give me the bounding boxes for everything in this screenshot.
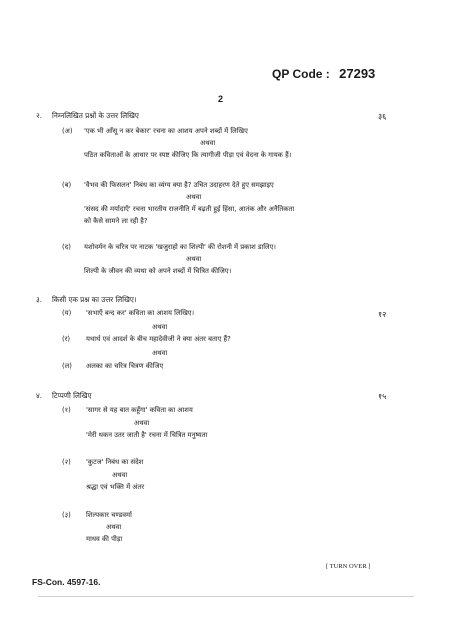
question-3-title: किसी एक प्रश्न का उत्तर लिखिए। <box>52 295 137 304</box>
q4-note-1-label: (१) <box>62 406 71 414</box>
q2-part-a-or: अथवा <box>200 139 216 147</box>
q2-part-d-label: (द) <box>62 243 71 251</box>
page-number: 2 <box>218 94 224 104</box>
q2-part-a-label: (अ) <box>62 127 73 135</box>
footer-code: FS-Con. 4597-16. <box>32 577 101 587</box>
question-4-title: टिप्पणी लिखिए <box>52 391 92 400</box>
q3-part-r-label: (र) <box>62 335 71 343</box>
q4-note-2-or: अथवा <box>112 471 128 479</box>
q3-part-l-text: अलका का चरित्र चित्रण कीजिए <box>86 362 164 370</box>
question-4-number: ४. <box>36 391 43 400</box>
bottom-divider <box>38 596 414 597</box>
qp-code <box>272 66 375 81</box>
q2-part-b-or: अथवा <box>186 193 202 201</box>
q3-part-r-text: यथार्थ एवं आदर्श के बीच महादेवीजी ने क्या अंतर बताए हैं? <box>86 335 231 343</box>
q4-note-2-alt: श्रद्धा एवं भक्ति में अंतर <box>86 483 145 491</box>
q4-note-1-text: 'सागर से यह बात कहूँगा' कविता का आशय <box>86 406 193 414</box>
question-2-title: निम्नलिखित प्रश्नों के उत्तर लिखिए <box>52 111 139 120</box>
q4-note-3-label: (३) <box>62 511 71 519</box>
q4-note-2-label: (२) <box>62 458 71 466</box>
question-3-number: ३. <box>36 295 43 304</box>
q2-part-b-alt: 'संसद की मर्यादाएँ' रचना भारतीय राजनीति में बढ़ती हुई हिंसा, आतंक और अनैतिकता <box>84 205 295 213</box>
q2-part-d-alt: शिल्पी के जीवन की व्यथा को अपने शब्दों में चित्रित कीजिए। <box>84 267 232 275</box>
qp-code-value: 27293 <box>339 66 376 81</box>
question-4-marks: १५ <box>378 392 387 401</box>
q4-note-3-or: अथवा <box>106 523 122 531</box>
q2-part-a-text: 'एक भी आँसू न कर बेकार' रचना का आशय अपने शब्दों में लिखिए <box>84 127 248 135</box>
q2-part-b-text: 'वैभव की फिसलन' निबंध का व्यंग्य क्या है? उचित उदाहरण देते हुए समझाइए <box>84 181 274 189</box>
q4-note-1-alt: 'मेरी थकन उतर जाती है' रचना में चित्रित मनुष्यता <box>86 431 208 439</box>
q2-part-d-or: अथवा <box>186 255 202 263</box>
q3-part-y-label: (य) <box>62 309 72 317</box>
q2-part-b-label: (ब) <box>62 181 72 189</box>
q2-part-b-alt-cont: को कैसे सामने ला रही है? <box>84 217 148 225</box>
q2-part-a-alt: पठित कविताओं के आधार पर स्पष्ट कीजिए कि त्यागीजी पीड़ा एवं वेदना के गायक हैं। <box>84 151 292 159</box>
q3-part-y-text: 'सभाएँ बन्द कर' कविता का आशय लिखिए। <box>86 309 195 317</box>
question-2-number: २. <box>36 111 43 120</box>
qp-code-label: QP Code : <box>272 67 330 81</box>
q3-part-r-or: अथवा <box>152 349 168 357</box>
question-3-marks: १२ <box>378 310 387 319</box>
q4-note-3-text: शिल्पकार चण्डवर्मा <box>86 511 132 519</box>
question-2-marks: ३६ <box>378 112 387 121</box>
q3-part-l-label: (ल) <box>62 362 72 370</box>
q4-note-1-or: अथवा <box>134 419 150 427</box>
q3-part-y-or: अथवा <box>152 323 168 331</box>
turn-over-note: [ TURN OVER ] <box>326 563 371 570</box>
q2-part-d-text: यशोवर्मन के चरित्र पर नाटक 'खजुराहो का शिल्पी' की रोशनी में प्रकाश डालिए। <box>84 243 276 251</box>
q4-note-2-text: 'कुटज' निबंध का संदेश <box>86 458 144 466</box>
q4-note-3-alt: माधव की पीड़ा <box>86 535 123 543</box>
